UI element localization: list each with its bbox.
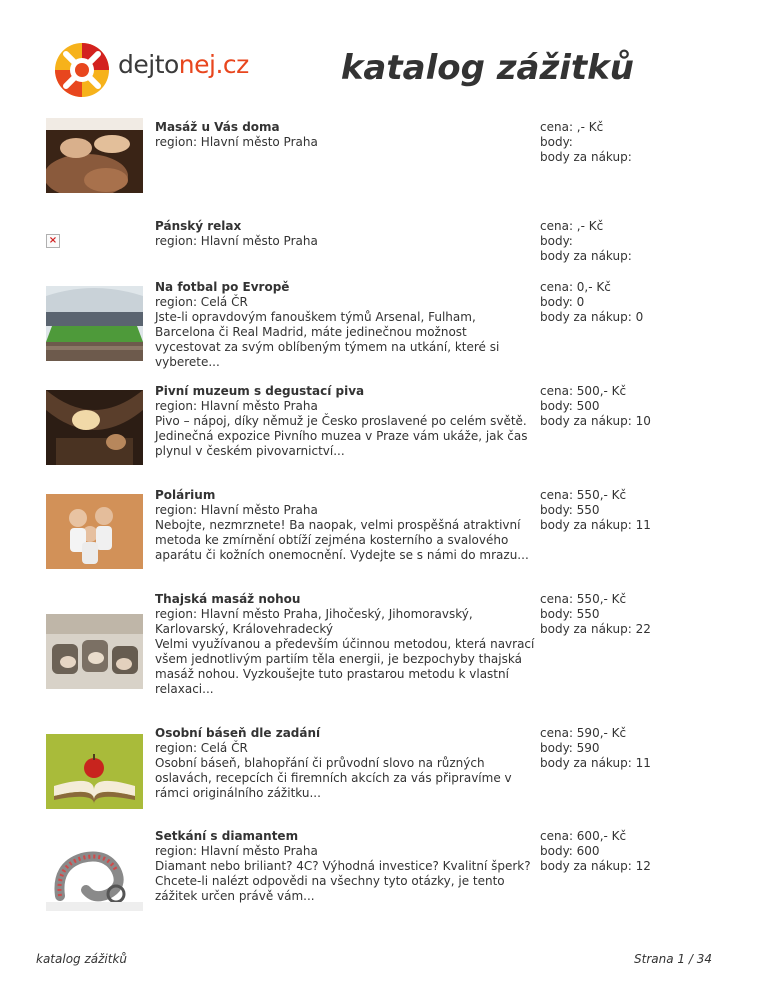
item-price (540, 829, 740, 874)
item-cena: cena: 550,- Kč (540, 592, 627, 606)
sauna-photo[interactable] (46, 494, 143, 569)
item-info (155, 829, 535, 904)
item-info (155, 726, 535, 801)
item-info (155, 280, 535, 370)
item-body-za-nakup: body za nákup: 11 (540, 756, 651, 770)
item-body-za-nakup: body za nákup: 10 (540, 414, 651, 428)
item-cena: cena: ,- Kč (540, 120, 604, 134)
item-body-za-nakup: body za nákup: (540, 249, 632, 263)
beer-cellar-photo[interactable] (46, 390, 143, 465)
item-region: region: Hlavní město Praha (155, 844, 318, 858)
item-price (540, 219, 740, 264)
item-name[interactable]: Pivní muzeum s degustací piva (155, 384, 365, 398)
diamond-ring-photo[interactable] (46, 836, 143, 911)
item-body: body: 600 (540, 844, 600, 858)
foot-massage-photo[interactable] (46, 614, 143, 689)
item-name[interactable]: Masáž u Vás doma (155, 120, 280, 134)
dejtonej-logo[interactable] (52, 40, 252, 100)
item-region: region: Hlavní město Praha (155, 234, 318, 248)
item-name[interactable]: Pánský relax (155, 219, 242, 233)
item-body-za-nakup: body za nákup: 0 (540, 310, 644, 324)
item-name[interactable]: Thajská masáž nohou (155, 592, 301, 606)
footer-catalog-label: katalog zážitků (36, 952, 128, 966)
item-body: body: (540, 135, 573, 149)
logo-emblem-icon (52, 40, 116, 102)
item-price (540, 280, 740, 325)
broken-image-icon[interactable]: × (46, 234, 60, 248)
book-apple-photo[interactable] (46, 734, 143, 809)
item-region: region: Celá ČR (155, 741, 248, 755)
page-header (0, 0, 768, 110)
item-body-za-nakup: body za nákup: (540, 150, 632, 164)
item-info (155, 384, 535, 459)
item-info (155, 592, 535, 697)
stadium-photo[interactable] (46, 286, 143, 361)
page-number: Strana 1 / 34 (634, 952, 712, 966)
item-region: region: Hlavní město Praha (155, 135, 318, 149)
item-cena: cena: 600,- Kč (540, 829, 627, 843)
item-name[interactable]: Osobní báseň dle zadání (155, 726, 321, 740)
item-cena: cena: 550,- Kč (540, 488, 627, 502)
item-description: Jste-li opravdovým fanouškem týmů Arsenal, Fulham, Barcelona či Real Madrid, máte jedinečnou možnost vycestovat za svým oblíbeným týmem na utkání, které si vyberete... (155, 310, 500, 369)
item-description: Nebojte, nezmrznete! Ba naopak, velmi prospěšná atraktivní metoda ke zmírnění obtíží zejména kosterního a svalového aparátu či kožních onemocnění. Vydejte se s námi do mrazu... (155, 518, 529, 562)
item-cena: cena: 590,- Kč (540, 726, 627, 740)
item-body-za-nakup: body za nákup: 11 (540, 518, 651, 532)
item-info (155, 219, 535, 249)
item-description: Diamant nebo briliant? 4C? Výhodná investice? Kvalitní šperk? Chcete-li nalézt odpovědi na všechny tyto otázky, je tento zážitek určen právě vám... (155, 859, 531, 903)
item-info (155, 120, 535, 150)
item-cena: cena: 500,- Kč (540, 384, 627, 398)
item-name[interactable]: Na fotbal po Evropě (155, 280, 290, 294)
item-price (540, 726, 740, 771)
item-cena: cena: 0,- Kč (540, 280, 611, 294)
item-description: Pivo – nápoj, díky němuž je Česko proslavené po celém světě. Jedinečná expozice Pivního muzea v Praze vám ukáže, jak čas plynul v českém pivovarnictví... (155, 414, 528, 458)
item-price (540, 120, 740, 165)
item-region: region: Hlavní město Praha, Jihočeský, Jihomoravský, Karlovarský, Královehradecký (155, 607, 473, 636)
item-body: body: 0 (540, 295, 585, 309)
item-name[interactable]: Setkání s diamantem (155, 829, 299, 843)
item-body: body: (540, 234, 573, 248)
massage-photo[interactable] (46, 118, 143, 193)
item-price (540, 488, 740, 533)
item-info (155, 488, 535, 563)
item-description: Velmi využívanou a především účinnou metodou, která navrací všem jednotlivým partiím těla energii, je bezpochyby thajská masáž nohou. Vyzkoušejte tuto prastarou metodu k vlastní relaxaci... (155, 637, 535, 696)
item-body: body: 550 (540, 607, 600, 621)
item-body-za-nakup: body za nákup: 12 (540, 859, 651, 873)
item-body: body: 550 (540, 503, 600, 517)
item-price (540, 592, 740, 637)
item-region: region: Hlavní město Praha (155, 399, 318, 413)
catalog-title: katalog zážitků (340, 48, 634, 88)
item-name[interactable]: Polárium (155, 488, 216, 502)
item-body-za-nakup: body za nákup: 22 (540, 622, 651, 636)
item-body: body: 590 (540, 741, 600, 755)
logo-text: dejtonej.cz (118, 50, 249, 79)
item-body: body: 500 (540, 399, 600, 413)
item-description: Osobní báseň, blahopřání či průvodní slovo na různých oslavách, recepcích či firemních akcích za vás připravíme v rámci originálního zážitku... (155, 756, 512, 800)
item-cena: cena: ,- Kč (540, 219, 604, 233)
item-region: region: Celá ČR (155, 295, 248, 309)
item-price (540, 384, 740, 429)
item-region: region: Hlavní město Praha (155, 503, 318, 517)
